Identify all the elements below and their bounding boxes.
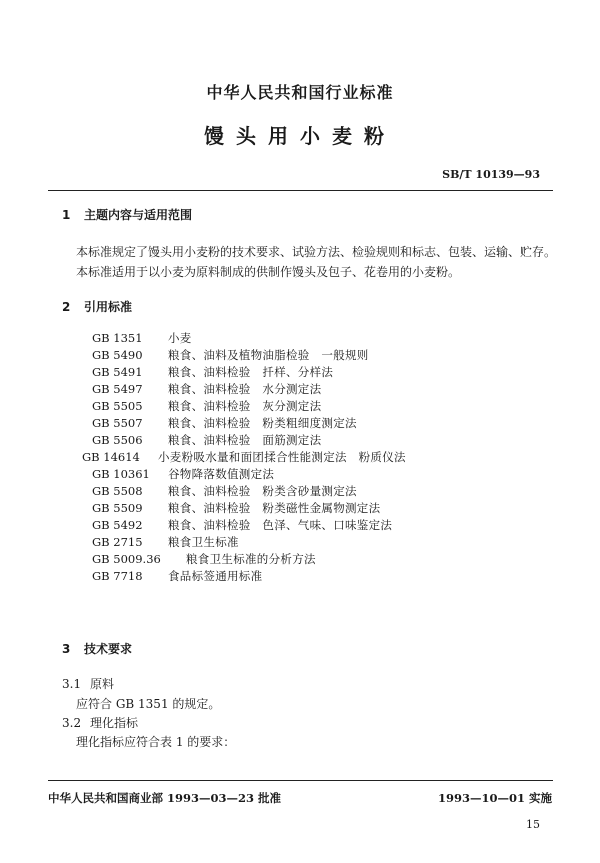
section-1-paragraph-1: 本标准规定了馒头用小麦粉的技术要求、试验方法、检验规则和标志、包装、运输、贮存。: [76, 245, 557, 259]
reference-item: GB 5492 粮食、油料检验 色泽、气味、口味鉴定法: [92, 518, 393, 532]
reference-item: GB 2715 粮食卫生标准: [92, 535, 239, 549]
reference-item: GB 5505 粮食、油料检验 灰分测定法: [92, 399, 322, 413]
reference-item: GB 10361 谷物降落数值测定法: [92, 467, 275, 481]
subsection-3-2-heading: 3.2 理化指标: [62, 716, 139, 730]
section-3-title: 技术要求: [84, 642, 133, 656]
reference-item: GB 5506 粮食、油料检验 面筋测定法: [92, 433, 322, 447]
effective-date: 1993—10—01 实施: [437, 791, 552, 805]
subsection-3-1-heading: 3.1 原料: [62, 677, 115, 691]
reference-item: GB 1351 小麦: [92, 331, 192, 345]
reference-item: GB 7718 食品标签通用标准: [92, 569, 263, 583]
section-1-title: 主题内容与适用范围: [84, 208, 193, 222]
reference-item: GB 5497 粮食、油料检验 水分测定法: [92, 382, 322, 396]
document-title: 馒头用小麦粉: [204, 124, 396, 148]
reference-item: GB 14614 小麦粉吸水量和面团揉合性能测定法 粉质仪法: [82, 450, 406, 464]
reference-item: GB 5508 粮食、油料检验 粉类含砂量测定法: [92, 484, 357, 498]
subsection-3-2-text: 理化指标应符合表 1 的要求：: [76, 735, 236, 749]
issuer-heading: 中华人民共和国行业标准: [206, 83, 394, 102]
section-1-number: 1: [62, 208, 71, 222]
section-2-heading: [62, 298, 132, 315]
reference-list: [82, 330, 406, 585]
section-2-title: 引用标准: [84, 300, 133, 314]
approval-line: 中华人民共和国商业部 1993—03—23 批准: [48, 791, 282, 805]
section-1-paragraph-2: 本标准适用于以小麦为原料制成的供制作馒头及包子、花卷用的小麦粉。: [76, 265, 461, 279]
header-divider: [48, 190, 553, 191]
reference-item: GB 5009.36 粮食卫生标准的分析方法: [92, 552, 316, 566]
section-3-number: 3: [62, 642, 71, 656]
subsection-3-1-text: 应符合 GB 1351 的规定。: [76, 697, 221, 711]
reference-item: GB 5509 粮食、油料检验 粉类磁性金属物测定法: [92, 501, 381, 515]
page-number: 15: [526, 818, 540, 831]
section-3-heading: [62, 640, 132, 657]
section-2-number: 2: [62, 300, 71, 314]
standard-code: SB/T 10139—93: [442, 168, 540, 181]
section-1-heading: [62, 206, 192, 223]
reference-item: GB 5491 粮食、油料检验 扦样、分样法: [92, 365, 334, 379]
reference-item: GB 5490 粮食、油料及植物油脂检验 一般规则: [92, 348, 369, 362]
footer-divider: [48, 780, 553, 781]
reference-item: GB 5507 粮食、油料检验 粉类粗细度测定法: [92, 416, 357, 430]
